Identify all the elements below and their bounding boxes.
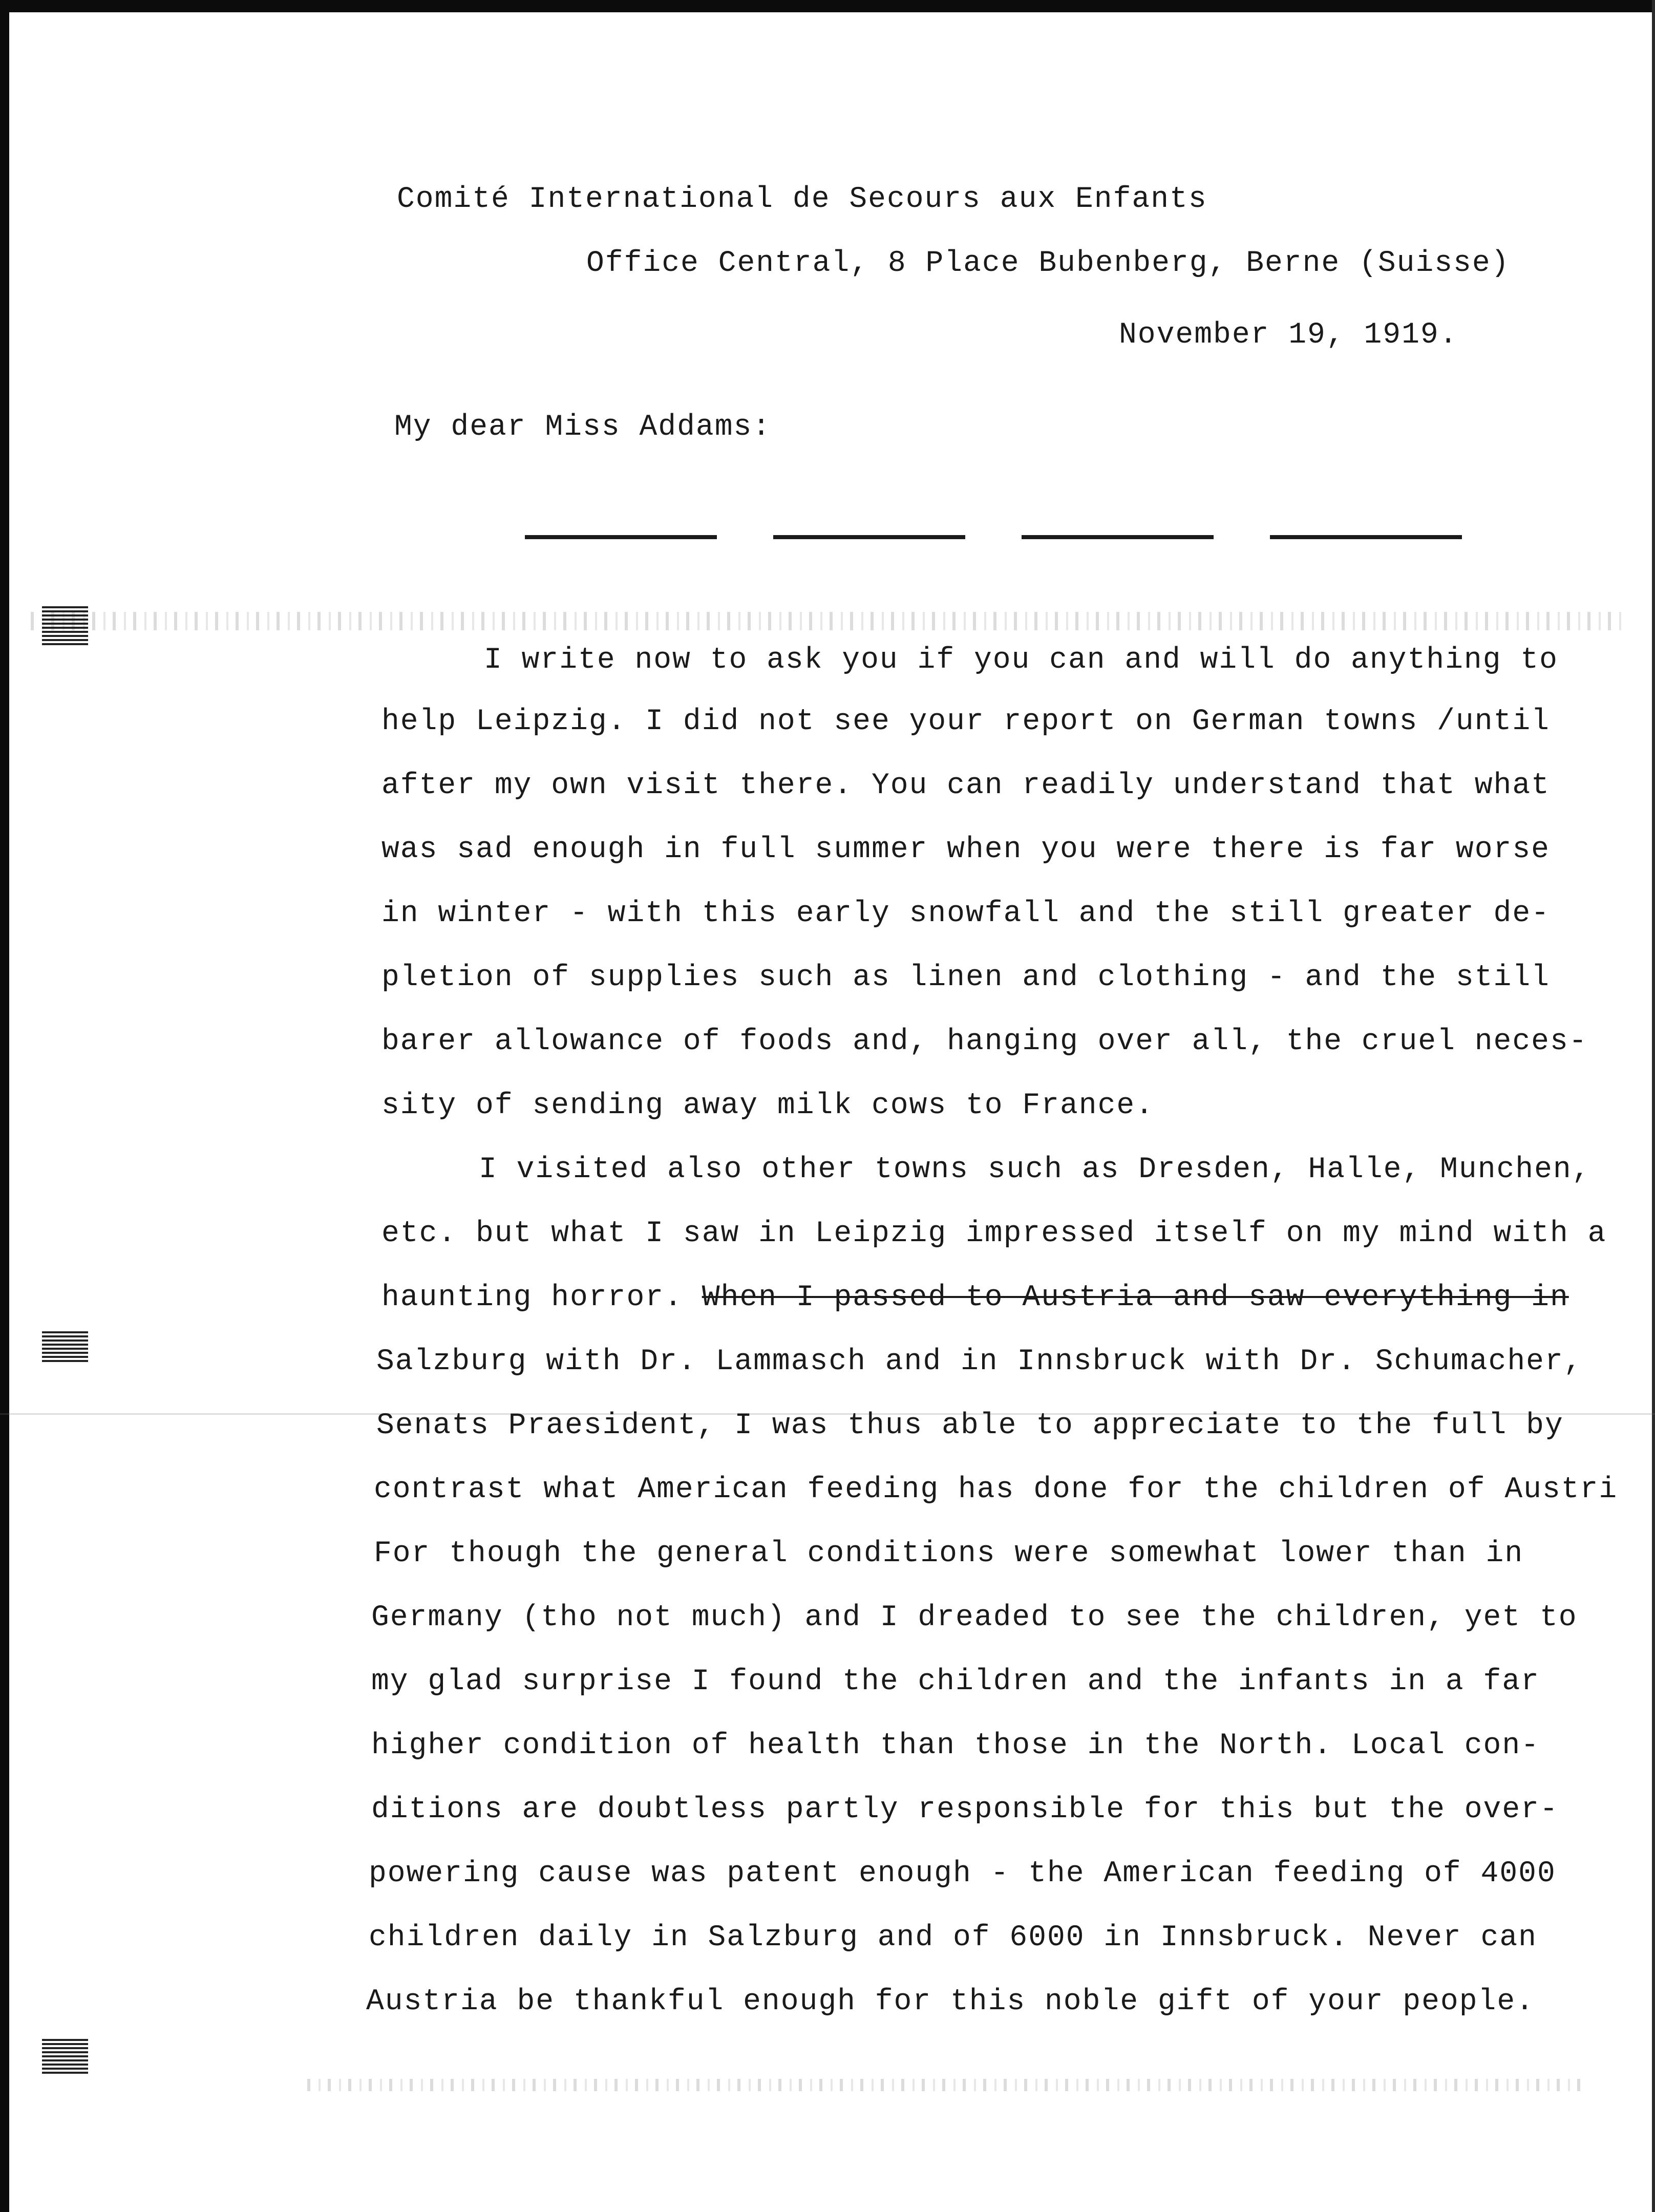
separator-dash — [1022, 535, 1214, 539]
body-line: in winter - with this early snowfall and the still greater de- — [381, 897, 1550, 930]
body-line: Senats Praesident, I was thus able to appreciate to the full by — [376, 1409, 1564, 1442]
body-line: barer allowance of foods and, hanging over all, the cruel neces- — [381, 1025, 1588, 1058]
margin-mark — [42, 1331, 88, 1362]
letter-date: November 19, 1919. — [1119, 318, 1458, 352]
body-line: Salzburg with Dr. Lammasch and in Innsbruck with Dr. Schumacher, — [376, 1345, 1583, 1378]
organization-name: Comité International de Secours aux Enfants — [397, 183, 1207, 216]
body-text: haunting horror. — [381, 1281, 702, 1314]
separator-dash — [1270, 535, 1462, 539]
struck-text: When I passed to Austria and saw everything in — [702, 1281, 1569, 1314]
scan-border-top — [0, 0, 1655, 12]
body-line: my glad surprise I found the children and the infants in a far — [371, 1665, 1540, 1698]
body-line: sity of sending away milk cows to France. — [381, 1089, 1155, 1122]
body-line: help Leipzig. I did not see your report on German towns /until — [381, 705, 1550, 738]
body-line: higher condition of health than those in the North. Local con- — [371, 1729, 1540, 1762]
body-line: etc. but what I saw in Leipzig impressed itself on my mind with a — [381, 1217, 1607, 1250]
body-line: I write now to ask you if you can and will do anything to — [484, 644, 1558, 677]
scan-noise-strip — [31, 612, 1623, 630]
body-line: For though the general conditions were somewhat lower than in — [374, 1537, 1524, 1570]
margin-mark — [42, 604, 88, 645]
margin-mark — [42, 2038, 88, 2074]
body-line: powering cause was patent enough - the American feeding of 4000 — [369, 1857, 1556, 1890]
office-address: Office Central, 8 Place Bubenberg, Berne (Suisse) — [586, 247, 1510, 280]
body-line: Austria be thankful enough for this noble gift of your people. — [366, 1985, 1535, 2018]
body-line: was sad enough in full summer when you were there is far worse — [381, 833, 1550, 866]
body-line: children daily in Salzburg and of 6000 in Innsbruck. Never can — [369, 1921, 1537, 1954]
body-line: ditions are doubtless partly responsible for this but the over- — [371, 1793, 1559, 1826]
scan-border-right — [1652, 0, 1655, 2212]
body-line: Germany (tho not much) and I dreaded to see the children, yet to — [371, 1601, 1578, 1634]
body-line: after my own visit there. You can readily understand that what — [381, 769, 1550, 802]
separator-dash — [773, 535, 965, 539]
body-line — [381, 1280, 1569, 1316]
scan-border-left — [0, 0, 9, 2212]
scan-noise-strip-bottom — [307, 2079, 1587, 2091]
body-line: contrast what American feeding has done for the children of Austri — [374, 1473, 1618, 1506]
body-line: I visited also other towns such as Dresden, Halle, Munchen, — [479, 1153, 1591, 1186]
salutation: My dear Miss Addams: — [394, 411, 772, 444]
separator-dash — [525, 535, 717, 539]
body-line: pletion of supplies such as linen and clothing - and the still — [381, 961, 1550, 994]
